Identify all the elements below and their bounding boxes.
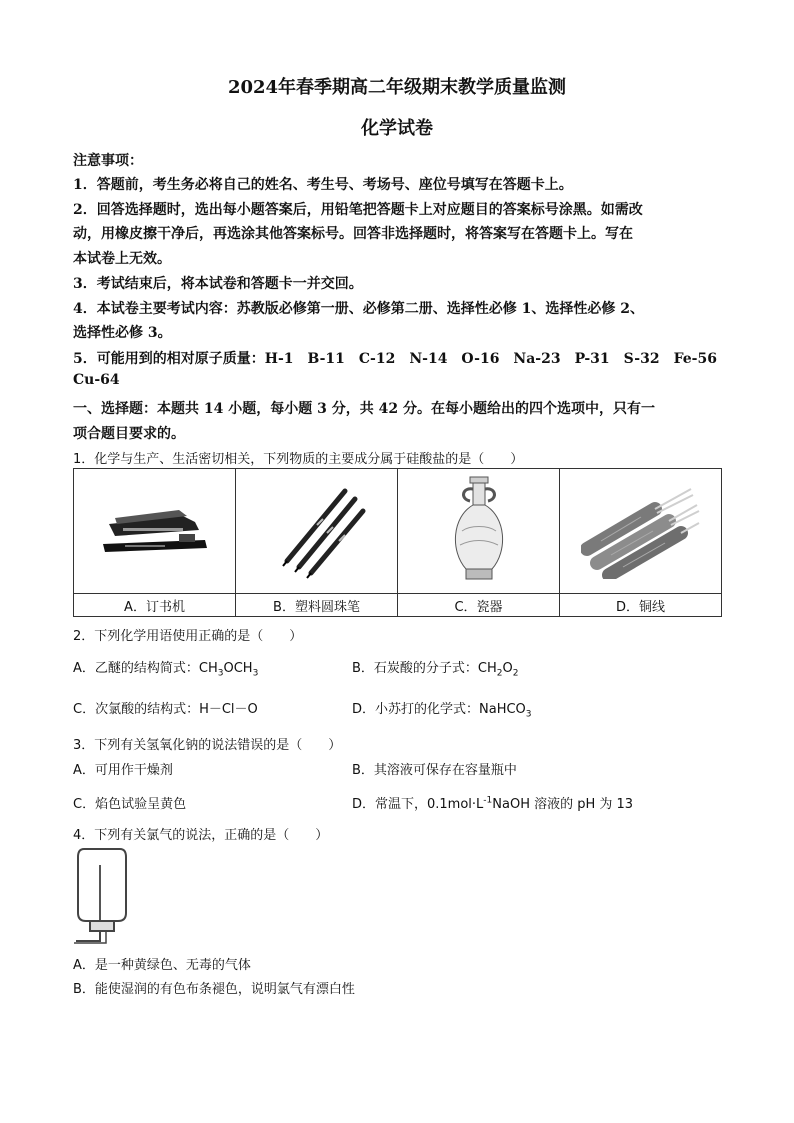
question-4-option-a: A．是一种黄绿色、无毒的气体 — [73, 958, 251, 973]
question-2-option-a: A．乙醚的结构简式：$CH_3OCH_3$ — [73, 661, 259, 679]
question-2-option-b: B．石炭酸的分子式：$CH_2O_2$ — [352, 661, 519, 679]
question-3-option-b: B．其溶液可保存在容量瓶中 — [352, 763, 517, 778]
question-1-option-d: D．铜线 — [560, 594, 722, 617]
porcelain-vase-picture-cell — [398, 469, 560, 594]
section-heading-line-1: 一、选择题：本题共 14 小题，每小题 3 分，共 42 分。在每小题给出的四个选项中，只有一 — [73, 401, 655, 417]
question-1-options-table — [73, 468, 722, 617]
stapler-icon — [95, 494, 215, 564]
question-1-option-c: C．瓷器 — [398, 594, 560, 617]
question-4-option-b: B．能使湿润的有色布条褪色，说明氯气有漂白性 — [73, 982, 355, 997]
note-item-2-line-2: 动，用橡皮擦干净后，再选涂其他答案标号。回答非选择题时，将答案写在答题卡上。写在 — [73, 226, 633, 242]
question-3-option-c: C．焰色试验呈黄色 — [73, 797, 187, 812]
note-item-5-line-2: Cu-64 — [73, 372, 120, 388]
copper-wire-icon — [581, 479, 701, 579]
notes-heading: 注意事项： — [73, 153, 143, 169]
note-item-4-line-1: 4．本试卷主要考试内容：苏教版必修第一册、必修第二册、选择性必修 1、选择性必修 2、 — [73, 301, 644, 317]
exam-title: 2024年春季期高二年级期末教学质量监测 — [227, 77, 567, 98]
question-2-option-d: D．小苏打的化学式：NaHCO$_3$ — [352, 702, 532, 720]
pen-picture-cell — [236, 469, 398, 594]
question-2-option-c: C．次氯酸的结构式：H－Cl－O — [73, 702, 258, 717]
question-3-option-a: A．可用作干燥剂 — [73, 763, 173, 778]
copper-wire-picture-cell — [560, 469, 722, 594]
note-item-2-line-1: 2．回答选择题时，选出每小题答案后，用铅笔把答题卡上对应题目的答案标号涂黑。如需改 — [73, 202, 643, 218]
question-1-stem: 1．化学与生产、生活密切相关，下列物质的主要成分属于硅酸盐的是（ ） — [73, 452, 524, 467]
porcelain-vase-icon — [444, 473, 514, 585]
question-2-stem: 2．下列化学用语使用正确的是（ ） — [73, 629, 303, 644]
question-3-option-d: D．常温下，$0.1mol\cdot L^{-1}NaOH$ 溶液的 pH 为 13 — [352, 795, 634, 812]
stapler-picture-cell — [74, 469, 236, 594]
note-item-2-line-3: 本试卷上无效。 — [73, 251, 171, 267]
question-3-stem: 3．下列有关氢氧化钠的说法错误的是（ ） — [73, 738, 342, 753]
note-item-5-line-1: 5．可能用到的相对原子质量：H-1 B-11 C-12 N-14 O-16 Na-23 P-31 S-32 Fe-56 — [73, 351, 717, 367]
section-heading-line-2: 项合题目要求的。 — [73, 426, 185, 442]
note-item-4-line-2: 选择性必修 3。 — [73, 325, 172, 341]
question-1-option-b: B．塑料圆珠笔 — [236, 594, 398, 617]
question-1-option-a: A．订书机 — [74, 594, 236, 617]
gas-bottle-diagram-icon — [70, 845, 134, 947]
exam-subject: 化学试卷 — [361, 118, 433, 139]
note-item-1: 1．答题前，考生务必将自己的姓名、考生号、考场号、座位号填写在答题卡上。 — [73, 177, 573, 193]
ballpoint-pen-icon — [257, 479, 377, 579]
question-4-stem: 4．下列有关氯气的说法，正确的是（ ） — [73, 828, 329, 843]
note-item-3: 3．考试结束后，将本试卷和答题卡一并交回。 — [73, 276, 363, 292]
